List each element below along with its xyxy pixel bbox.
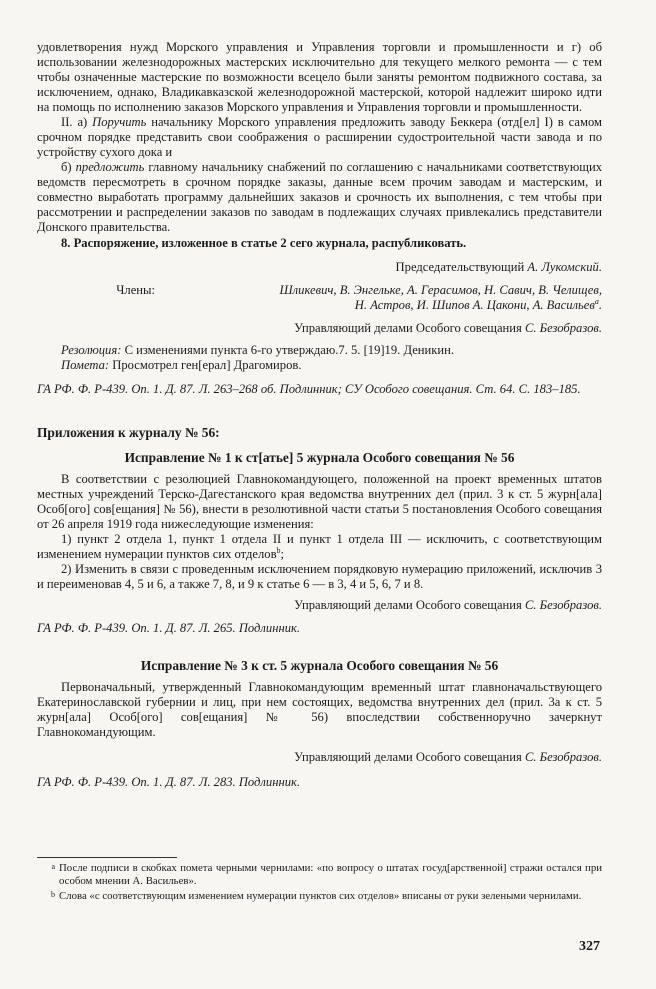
paragraph-item-2a: II. а) Поручить начальнику Морского управления предложить заводу Беккера (отд[ел] I) в самом срочном порядке представить свои соображения о расширении судостроительной части завода и по устройству сухого дока и (37, 115, 602, 159)
resolution-line: Резолюция: С изменениями пункта 6-го утверждаю.7. 5. [19]19. Деникин. (61, 343, 455, 357)
appendix-1-paragraph-3: 2) Изменить в связи с проведенным исключением порядковую нумерацию приложений, исключив 3 и переименовав 4, 5 и 6, а также 7, 8, и 9 к статье 6 — в 3, 4 и 5, 6, 7 и 8. (37, 562, 602, 591)
main-text-block (37, 40, 602, 790)
archive-source-2: ГА РФ. Ф. Р-439. Оп. 1. Д. 87. Л. 265. Подлинник. (37, 621, 301, 635)
footnote-b: b Слова «с соответствующим изменением нумерации пунктов сих отделов» вписаны от руки зелеными чернилами. (51, 890, 582, 902)
appendix-2-manager-signature: Управляющий делами Особого совещания С. Безобразов. (294, 750, 602, 764)
appendix-1-paragraph-2: 1) пункт 2 отдела 1, пункт 1 отдела II и пункт 1 отдела III — исключить, с соответствующим изменением нумерации пунктов сих отделов$^b$; (37, 532, 602, 561)
page-number: 327 (579, 939, 600, 954)
footnotes-block (37, 862, 602, 903)
appendix-title-2: Исправление № 3 к ст. 5 журнала Особого совещания № 56 (140, 658, 499, 673)
footnote-a: a После подписи в скобках помета черными чернилами: «по вопросу о штатах госуд[арственной] стражи остался при особом мнении А. Васильев». (51, 862, 602, 887)
appendix-2-paragraph-1: Первоначальный, утвержденный Главнокомандующим временный штат главноначальствующего Екатеринославской губернии и лиц, при нем состоящих, ведомства внутренних дел (прил. 3а к ст. 5 журн[ала] Особ[ого] сов[ещания] № 56) впоследствии собственноручно зачеркнут Главнокомандующим. (37, 680, 602, 739)
paragraph-continuation: удовлетворения нужд Морского управления и Управления торговли и промышленности и г) об использовании железнодорожных мастерских исключительно для текущего мелкого ремонта — с тем чтобы означенные мастерские по возможности всецело были заняты ремонтом подвижного состава, за исключением, однако, Владикавказской железнодорожной мастерской, которой надлежит широко идти на помощь по исполнению заказов Морского управления и Управления торговли и промышленности. (37, 40, 602, 114)
appendix-1-manager-signature: Управляющий делами Особого совещания С. Безобразов. (294, 598, 602, 612)
chair-signature: Председательствующий А. Лукомский. (395, 260, 602, 274)
note-line: Помета: Просмотрел ген[ерал] Драгомиров. (61, 358, 302, 372)
paragraph-item-2b: б) предложить главному начальнику снабжений по соглашению с начальниками соответствующих ведомств пересмотреть в срочном порядке заказы, данные всем прочим заводам и мастерским, и совместно выработать программу дальнейших заказов и срочность их выполнения, с тем чтобы при рассмотрении и распределении заказов по заводам в подлежащих случаях привлекались представители Донского правительства. (37, 160, 602, 234)
members-signature: Члены: Шликевич, В. Энгельке, А. Герасимов, Н. Савич, В. Челищев, Н. Астров, И. Шипов А. Цакони, А. Васильев$^a$. (116, 283, 602, 312)
appendix-1-paragraph-1: В соответствии с резолюцией Главнокомандующего, положенной на проект временных штатов местных учреждений Терско-Дагестанского края ведомства внутренних дел (прил. 3 к ст. 5 журн[ала] Особ[ого] сов[ещания] № 56), внести в резолютивной части статьи 5 постановления Особого совещания от 26 апреля 1919 года нижеследующие изменения: (37, 472, 602, 531)
footnote-divider (37, 857, 177, 858)
appendix-heading: Приложения к журналу № 56: (37, 425, 220, 440)
archive-source-3: ГА РФ. Ф. Р-439. Оп. 1. Д. 87. Л. 283. Подлинник. (37, 775, 301, 789)
appendix-title-1: Исправление № 1 к ст[атье] 5 журнала Особого совещания № 56 (124, 450, 515, 465)
manager-signature: Управляющий делами Особого совещания С. Безобразов. (294, 321, 602, 335)
paragraph-item-8: 8. Распоряжение, изложенное в статье 2 сего журнала, распубликовать. (61, 236, 467, 250)
archive-source-1: ГА РФ. Ф. Р-439. Оп. 1. Д. 87. Л. 263–268 об. Подлинник; СУ Особого совещания. Ст. 64. С. 183–185. (37, 382, 581, 396)
